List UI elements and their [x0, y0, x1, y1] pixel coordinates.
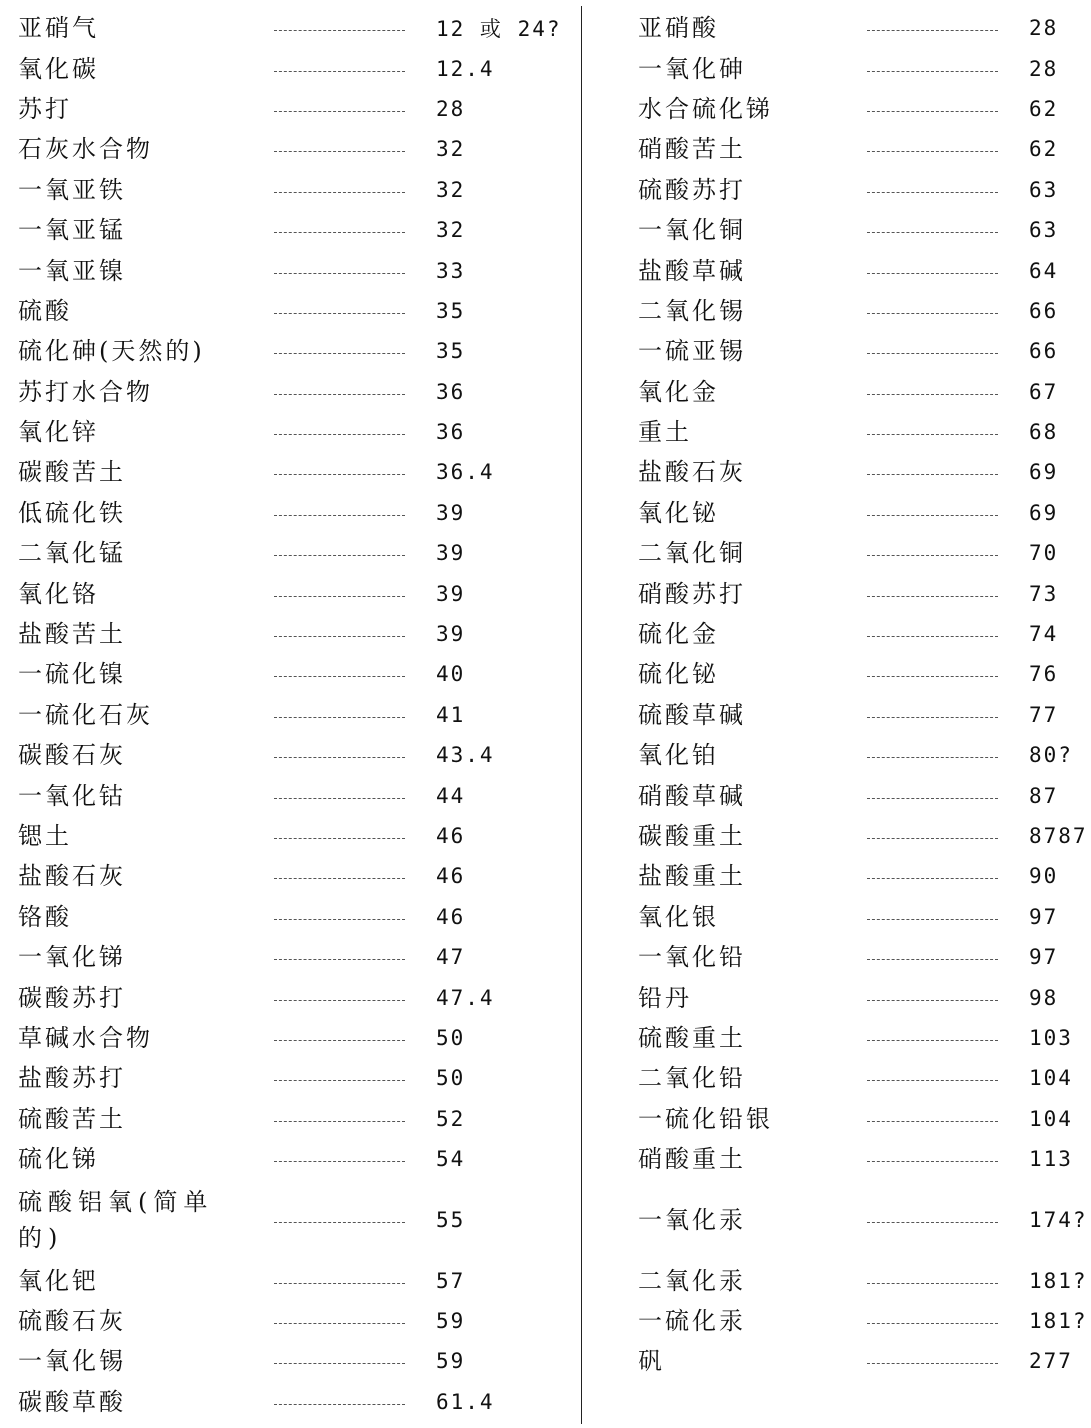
dotted-leader	[274, 394, 405, 395]
equivalent-value: 181?	[1029, 1308, 1088, 1333]
equivalent-value: 61.4	[436, 1389, 495, 1414]
right-column	[638, 8, 1091, 1382]
compound-name: 低硫化铁	[18, 498, 126, 527]
table-row	[638, 614, 1091, 654]
table-row	[638, 1018, 1091, 1058]
dotted-leader	[274, 111, 405, 112]
equivalent-value: 32	[436, 137, 466, 162]
dotted-leader	[867, 555, 998, 556]
table-row	[638, 937, 1091, 977]
compound-name: 矾	[638, 1347, 665, 1376]
compound-name: 盐酸苏打	[18, 1064, 126, 1093]
equivalent-value: 47.4	[436, 985, 495, 1010]
compound-name: 二氧化汞	[638, 1266, 746, 1295]
table-row	[18, 1058, 563, 1098]
dotted-leader	[867, 798, 998, 799]
compound-name: 硫酸草碱	[638, 700, 746, 729]
table-row	[18, 816, 563, 856]
table-row	[18, 48, 563, 88]
table-row	[638, 856, 1091, 896]
compound-name: 一氧化锡	[18, 1347, 126, 1376]
table-row	[638, 573, 1091, 613]
dotted-leader	[274, 676, 405, 677]
equivalent-value: 50	[436, 1025, 466, 1050]
equivalent-value: 67	[1029, 379, 1059, 404]
compound-name: 一氧化汞	[638, 1205, 746, 1234]
table-row	[18, 331, 563, 371]
dotted-leader	[274, 636, 405, 637]
equivalent-value: 104	[1029, 1106, 1073, 1131]
dotted-leader	[274, 353, 405, 354]
table-row	[638, 8, 1091, 48]
dotted-leader	[274, 596, 405, 597]
equivalent-value: 35	[436, 339, 466, 364]
table-row	[18, 1382, 563, 1422]
table-row	[638, 654, 1091, 694]
dotted-leader	[867, 353, 998, 354]
equivalent-value: 47	[436, 945, 466, 970]
compound-name: 一氧化铅	[638, 943, 746, 972]
dotted-leader	[867, 232, 998, 233]
table-row	[18, 170, 563, 210]
dotted-leader	[274, 757, 405, 758]
compound-name: 碳酸石灰	[18, 741, 126, 770]
dotted-leader	[274, 838, 405, 839]
dotted-leader	[867, 878, 998, 879]
dotted-leader	[867, 838, 998, 839]
dotted-leader	[867, 1000, 998, 1001]
equivalent-value: 12.4	[436, 56, 495, 81]
equivalent-value: 63	[1029, 177, 1059, 202]
dotted-leader	[867, 676, 998, 677]
equivalent-value: 46	[436, 864, 466, 889]
compound-name: 氧化铬	[18, 579, 99, 608]
equivalent-value: 39	[436, 622, 466, 647]
table-row	[18, 735, 563, 775]
dotted-leader	[867, 1161, 998, 1162]
compound-name: 一硫化石灰	[18, 700, 153, 729]
dotted-leader	[867, 636, 998, 637]
table-row	[638, 331, 1091, 371]
equivalent-value: 57	[436, 1268, 466, 1293]
table-row	[638, 89, 1091, 129]
compound-name: 一氧亚锰	[18, 216, 126, 245]
equivalent-value: 32	[436, 177, 466, 202]
compound-name: 一氧化钴	[18, 781, 126, 810]
table-row	[18, 897, 563, 937]
equivalent-value: 39	[436, 541, 466, 566]
compound-name: 一氧亚镍	[18, 256, 126, 285]
table-row	[638, 1341, 1091, 1381]
compound-name: 铅丹	[638, 983, 692, 1012]
table-row	[18, 1139, 563, 1179]
equivalent-value: 63	[1029, 218, 1059, 243]
dotted-leader	[274, 1323, 405, 1324]
compound-name: 盐酸石灰	[638, 458, 746, 487]
dotted-leader	[274, 1363, 405, 1364]
compound-name: 一硫化汞	[638, 1306, 746, 1335]
compound-name: 铬酸	[18, 902, 72, 931]
equivalent-value: 103	[1029, 1025, 1073, 1050]
table-row	[18, 1301, 563, 1341]
dotted-leader	[867, 273, 998, 274]
equivalent-value: 32	[436, 218, 466, 243]
dotted-leader	[274, 434, 405, 435]
equivalent-value: 46	[436, 824, 466, 848]
equivalent-value: 33	[436, 258, 466, 283]
dotted-leader	[867, 717, 998, 718]
table-row	[638, 735, 1091, 775]
compound-name: 二氧化锡	[638, 296, 746, 325]
dotted-leader	[274, 515, 405, 516]
dotted-leader	[867, 151, 998, 152]
dotted-leader	[274, 1121, 405, 1122]
dotted-leader	[274, 232, 405, 233]
equivalent-value: 12 或 24?	[436, 17, 562, 42]
compound-name: 氧化银	[638, 902, 719, 931]
equivalent-value: 28	[1029, 16, 1059, 41]
table-row	[18, 1341, 563, 1381]
dotted-leader	[274, 1222, 405, 1223]
dotted-leader	[274, 1000, 405, 1001]
dotted-leader	[867, 434, 998, 435]
dotted-leader	[867, 1040, 998, 1041]
dotted-leader	[274, 555, 405, 556]
compound-name: 水合硫化锑	[638, 94, 773, 123]
compound-name: 盐酸石灰	[18, 862, 126, 891]
table-row	[638, 533, 1091, 573]
table-row	[638, 452, 1091, 492]
equivalent-value: 69	[1029, 500, 1059, 525]
table-row	[638, 816, 1091, 856]
dotted-leader	[867, 111, 998, 112]
dotted-leader	[867, 30, 998, 31]
table-row	[18, 654, 563, 694]
table-row	[18, 250, 563, 290]
dotted-leader	[867, 515, 998, 516]
column-divider	[581, 6, 582, 1424]
table-row	[18, 1179, 563, 1260]
compound-name: 一硫化镍	[18, 660, 126, 689]
compound-name: 一氧化锑	[18, 943, 126, 972]
equivalent-value: 41	[436, 702, 466, 727]
dotted-leader	[867, 959, 998, 960]
compound-name: 碳酸苦土	[18, 458, 126, 487]
equivalent-value: 66	[1029, 298, 1059, 323]
table-row	[18, 493, 563, 533]
equivalent-value: 36.4	[436, 460, 495, 485]
equivalent-value: 104	[1029, 1066, 1073, 1091]
table-row	[638, 977, 1091, 1017]
compound-name: 硝酸草碱	[638, 781, 746, 810]
equivalent-value: 73	[1029, 581, 1059, 606]
dotted-leader	[274, 273, 405, 274]
dotted-leader	[274, 1040, 405, 1041]
compound-name: 亚硝酸	[638, 14, 719, 43]
dotted-leader	[274, 1080, 405, 1081]
equivalent-value: 40	[436, 662, 466, 687]
dotted-leader	[867, 192, 998, 193]
equivalent-value: 76	[1029, 662, 1059, 687]
table-row	[638, 48, 1091, 88]
equivalent-value: 36	[436, 420, 466, 445]
left-column	[18, 8, 563, 1422]
equivalent-value: 35	[436, 298, 466, 323]
equivalent-value: 62	[1029, 137, 1059, 162]
equivalent-value: 277	[1029, 1349, 1073, 1374]
compound-name: 硫酸苏打	[638, 175, 746, 204]
equivalent-value: 46	[436, 904, 466, 929]
equivalent-value: 36	[436, 379, 466, 404]
equivalent-value: 28	[1029, 56, 1059, 81]
dotted-leader	[274, 959, 405, 960]
equivalent-value: 44	[436, 783, 466, 808]
dotted-leader	[867, 71, 998, 72]
equivalent-value: 59	[436, 1349, 466, 1374]
compound-name: 一氧化砷	[638, 54, 746, 83]
equivalent-value: 181?	[1029, 1268, 1088, 1293]
table-row	[638, 210, 1091, 250]
compound-name: 硫化铋	[638, 660, 719, 689]
dotted-leader	[274, 1404, 405, 1405]
dotted-leader	[274, 878, 405, 879]
compound-name: 氧化铋	[638, 498, 719, 527]
dotted-leader	[867, 474, 998, 475]
equivalent-value: 50	[436, 1066, 466, 1091]
table-row	[638, 1301, 1091, 1341]
dotted-leader	[867, 596, 998, 597]
table-row	[638, 493, 1091, 533]
equivalent-value: 39	[436, 581, 466, 606]
dotted-leader	[274, 192, 405, 193]
equivalent-value: 52	[436, 1106, 466, 1131]
compound-name: 石灰水合物	[18, 135, 153, 164]
equivalent-value: 98	[1029, 985, 1059, 1010]
dotted-leader	[867, 1080, 998, 1081]
compound-name: 硫酸铝氧(简单的)	[18, 1187, 214, 1252]
compound-name: 碳酸重土	[638, 822, 746, 850]
compound-name: 一硫化铅银	[638, 1104, 773, 1133]
equivalent-value: 97	[1029, 945, 1059, 970]
dotted-leader	[867, 1222, 998, 1223]
compound-name: 草碱水合物	[18, 1023, 153, 1052]
table-row	[638, 897, 1091, 937]
dotted-leader	[867, 757, 998, 758]
table-row	[18, 533, 563, 573]
dotted-leader	[274, 919, 405, 920]
table-row	[638, 372, 1091, 412]
compound-name: 一硫亚锡	[638, 337, 746, 366]
equivalent-value: 87	[1029, 783, 1059, 808]
dotted-leader	[867, 394, 998, 395]
dotted-leader	[274, 151, 405, 152]
compound-name: 氧化碳	[18, 54, 99, 83]
table-row	[638, 291, 1091, 331]
dotted-leader	[274, 798, 405, 799]
compound-name: 二氧化锰	[18, 539, 126, 568]
table-row	[638, 695, 1091, 735]
compound-name: 硫化锑	[18, 1145, 99, 1174]
compound-name: 硝酸苦土	[638, 135, 746, 164]
equivalent-value: 90	[1029, 864, 1059, 889]
table-row	[18, 372, 563, 412]
table-row	[638, 1179, 1091, 1260]
equivalent-value: 43.4	[436, 743, 495, 768]
equivalent-value: 62	[1029, 96, 1059, 121]
equivalent-value: 69	[1029, 460, 1059, 485]
compound-name: 氧化锌	[18, 418, 99, 447]
table-row	[18, 695, 563, 735]
compound-name: 氧化金	[638, 377, 719, 406]
compound-name: 盐酸草碱	[638, 256, 746, 285]
equivalent-value: 64	[1029, 258, 1059, 283]
compound-name: 二氧化铜	[638, 539, 746, 568]
dotted-leader	[867, 1121, 998, 1122]
dotted-leader	[274, 313, 405, 314]
equivalent-value: 113	[1029, 1147, 1073, 1172]
table-row	[638, 129, 1091, 169]
equivalent-value: 77	[1029, 702, 1059, 727]
compound-name: 盐酸苦土	[18, 620, 126, 649]
dotted-leader	[867, 313, 998, 314]
dotted-leader	[867, 1363, 998, 1364]
table-row	[18, 1260, 563, 1300]
table-row	[18, 614, 563, 654]
equivalent-value: 55	[436, 1207, 466, 1232]
compound-name: 重土	[638, 418, 692, 447]
table-row	[18, 856, 563, 896]
equivalent-value: 68	[1029, 420, 1059, 445]
table-row	[18, 129, 563, 169]
table-row	[18, 977, 563, 1017]
dotted-leader	[867, 919, 998, 920]
equivalent-value: 59	[436, 1308, 466, 1333]
compound-name: 硫酸苦土	[18, 1104, 126, 1133]
compound-name: 一氧化铜	[638, 216, 746, 245]
table-row	[638, 1058, 1091, 1098]
dotted-leader	[867, 1323, 998, 1324]
table-row	[18, 1018, 563, 1058]
equivalent-value: 66	[1029, 339, 1059, 364]
equivalent-value: 8787	[1029, 824, 1088, 848]
equivalent-value: 70	[1029, 541, 1059, 566]
dotted-leader	[274, 71, 405, 72]
equivalent-value: 97	[1029, 904, 1059, 929]
compound-name: 亚硝气	[18, 14, 99, 43]
dotted-leader	[274, 717, 405, 718]
compound-name: 盐酸重土	[638, 862, 746, 891]
table-row	[18, 210, 563, 250]
table-row	[638, 250, 1091, 290]
table-row	[638, 775, 1091, 815]
compound-name: 碳酸草酸	[18, 1387, 126, 1416]
compound-name: 苏打	[18, 94, 72, 123]
equivalent-value: 74	[1029, 622, 1059, 647]
compound-name: 一氧亚铁	[18, 175, 126, 204]
compound-name: 硝酸重土	[638, 1145, 746, 1174]
table-row	[638, 1099, 1091, 1139]
dotted-leader	[274, 30, 405, 31]
table-row	[18, 937, 563, 977]
table-row	[638, 170, 1091, 210]
dotted-leader	[274, 1283, 405, 1284]
table-row	[638, 1260, 1091, 1300]
compound-name: 氧化铂	[638, 741, 719, 770]
compound-name: 锶土	[18, 822, 72, 850]
compound-name: 苏打水合物	[18, 377, 153, 406]
dotted-leader	[274, 1161, 405, 1162]
table-row	[18, 573, 563, 613]
compound-name: 硫化砷(天然的)	[18, 337, 205, 366]
compound-name: 氧化钯	[18, 1266, 99, 1295]
compound-name: 碳酸苏打	[18, 983, 126, 1012]
table-row	[18, 8, 563, 48]
dotted-leader	[274, 474, 405, 475]
table-row	[638, 412, 1091, 452]
table-row	[18, 291, 563, 331]
equivalent-value: 54	[436, 1147, 466, 1172]
compound-name: 硫化金	[638, 620, 719, 649]
table-row	[18, 452, 563, 492]
compound-name: 二氧化铅	[638, 1064, 746, 1093]
equivalent-value: 39	[436, 500, 466, 525]
compound-name: 硝酸苏打	[638, 579, 746, 608]
compound-name: 硫酸石灰	[18, 1306, 126, 1335]
equivalent-value: 28	[436, 96, 466, 121]
table-row	[18, 1099, 563, 1139]
table-row	[18, 412, 563, 452]
table-row	[18, 775, 563, 815]
dotted-leader	[867, 1283, 998, 1284]
equivalent-value: 174?	[1029, 1207, 1088, 1232]
equivalent-value: 80?	[1029, 743, 1073, 768]
table-row	[18, 89, 563, 129]
compound-name: 硫酸重土	[638, 1023, 746, 1052]
compound-name: 硫酸	[18, 296, 72, 325]
table-row	[638, 1139, 1091, 1179]
